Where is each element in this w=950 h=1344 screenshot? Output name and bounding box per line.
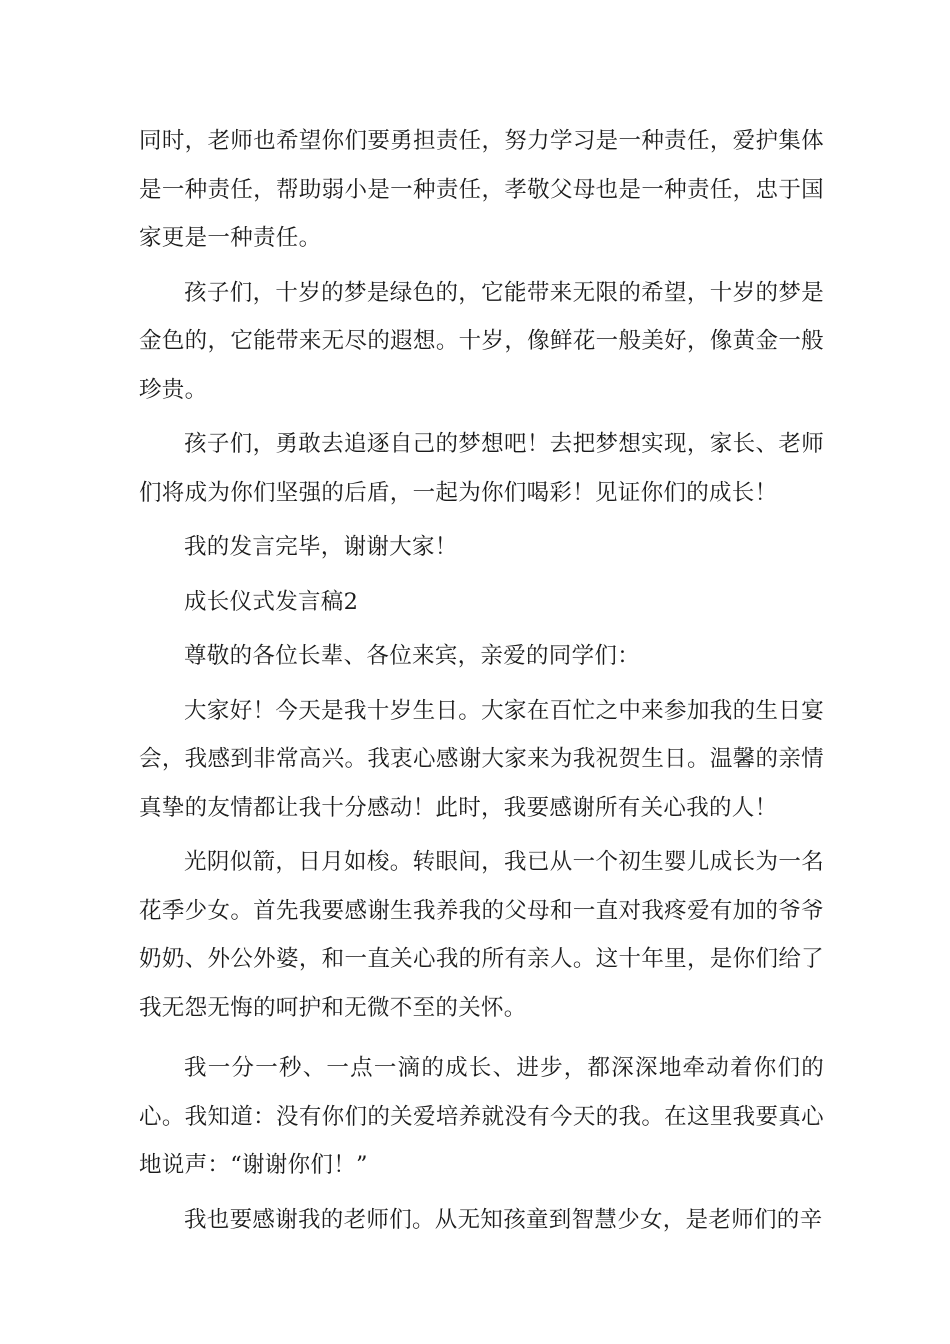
paragraph-growth: 我一分一秒、一点一滴的成长、进步，都深深地牵动着你们的心。我知道：没有你们的关爱培养就没有今天的我。在这里我要真心地说声：“谢谢你们！” — [139, 1055, 824, 1178]
paragraph-responsibility: 同时，老师也希望你们要勇担责任，努力学习是一种责任，爱护集体是一种责任，帮助弱小是一种责任，孝敬父母也是一种责任，忠于国家更是一种责任。 — [139, 128, 824, 251]
paragraph-thanks-teachers: 我也要感谢我的老师们。从无知孩童到智慧少女，是老师们的辛 — [184, 1206, 823, 1233]
paragraph-birthday: 大家好！今天是我十岁生日。大家在百忙之中来参加我的生日宴会，我感到非常高兴。我衷心感谢大家来为我祝贺生日。温馨的亲情真挚的友情都让我十分感动！此时，我要感谢所有关心我的人！ — [139, 697, 824, 821]
paragraph-thanks-parents: 光阴似箭，日月如梭。转眼间，我已从一个初生婴儿成长为一名花季少女。首先我要感谢生我养我的父母和一直对我疼爱有加的爷爷奶奶、外公外婆，和一直关心我的所有亲人。这十年里，是你们给了我无怨无悔的呵护和无微不至的关怀。 — [139, 849, 824, 1021]
section-title: 成长仪式发言稿2 — [184, 588, 359, 615]
paragraph-closing: 我的发言完毕，谢谢大家！ — [184, 534, 458, 560]
document-body — [139, 117, 824, 1244]
paragraph-chase-dream: 孩子们，勇敢去追逐自己的梦想吧！去把梦想实现，家长、老师们将成为你们坚强的后盾，一起为你们喝彩！见证你们的成长！ — [139, 431, 824, 506]
paragraph-greeting: 尊敬的各位长辈、各位来宾，亲爱的同学们： — [184, 643, 641, 669]
paragraph-ten-year-dream: 孩子们，十岁的梦是绿色的，它能带来无限的希望，十岁的梦是金色的，它能带来无尽的遐想。十岁，像鲜花一般美好，像黄金一般珍贵。 — [139, 279, 824, 403]
